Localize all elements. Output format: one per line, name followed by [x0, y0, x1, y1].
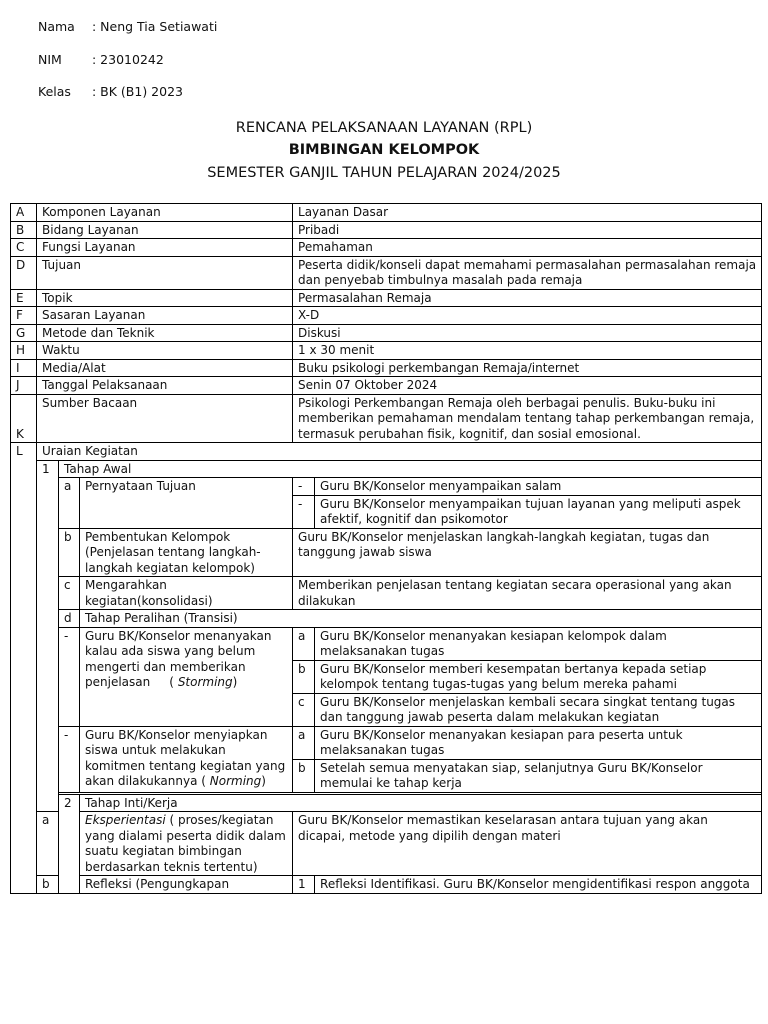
stage2-desc: ( proses/kegiatan yang dialami peserta didik dalam suatu kegiatan bimbingan berdasarkan teknis tertentu)	[85, 813, 286, 874]
nim-value: : 23010242	[92, 52, 164, 67]
stage2-header	[11, 794, 762, 812]
item-letter: c	[59, 577, 80, 610]
item-text: Guru BK/Konselor menyampaikan tujuan layanan yang meliputi aspek afektif, kognitif dan psikomotor	[315, 495, 762, 528]
row-code: H	[11, 342, 37, 360]
row-value: Psikologi Perkembangan Remaja oleh berbagai penulis. Buku-buku ini memberikan pemahaman mendalam tentang tahap perkembangan remaja, termasuk perubahan fisik, kognitif, dan sosial emosional.	[293, 394, 762, 443]
row-code: I	[11, 359, 37, 377]
row-code: L	[11, 443, 37, 894]
item-text: Guru BK/Konselor menjelaskan kembali secara singkat tentang tugas dan tanggung jawab peserta dalam melakukan kegiatan	[315, 693, 762, 726]
stage1-header	[11, 460, 762, 478]
storming-row-a	[11, 627, 762, 660]
row-value: X-D	[293, 307, 762, 325]
item-text: Setelah semua menyatakan siap, selanjutnya Guru BK/Konselor memulai ke tahap kerja	[315, 759, 762, 792]
item-text: Guru BK/Konselor memberi kesempatan bertanya kepada setiap kelompok tentang tugas-tugas yang belum mereka pahami	[315, 660, 762, 693]
item-letter: b	[293, 759, 315, 792]
row-label: Metode dan Teknik	[37, 324, 293, 342]
row-code: F	[11, 307, 37, 325]
uraian-label: Uraian Kegiatan	[37, 443, 762, 461]
nim-label: NIM	[38, 52, 62, 67]
item-letter: b	[59, 528, 80, 577]
item-text: Memberikan penjelasan tentang kegiatan secara operasional yang akan dilakukan	[293, 577, 762, 610]
item-letter: c	[293, 693, 315, 726]
class-value: : BK (B1) 2023	[92, 84, 183, 99]
name-label: Nama	[38, 19, 75, 34]
item-letter: a	[293, 627, 315, 660]
stage-number: 2	[59, 794, 80, 894]
storming-desc: Guru BK/Konselor menanyakan kalau ada siswa yang belum mengerti dan memberikan penjelasan	[85, 628, 272, 689]
row-value: Layanan Dasar	[293, 204, 762, 222]
item-letter: d	[59, 610, 80, 628]
item-letter: a	[37, 812, 59, 876]
row-fungsi	[11, 239, 762, 257]
row-metode	[11, 324, 762, 342]
stage-title: Tahap Inti/Kerja	[80, 794, 762, 812]
row-value: Pribadi	[293, 221, 762, 239]
row-label: Fungsi Layanan	[37, 239, 293, 257]
row-label: Topik	[37, 289, 293, 307]
norming-text: Guru BK/Konselor menyiapkan siswa untuk melakukan komitmen tentang kegiatan yang akan dilakukannya ( Norming)	[80, 726, 293, 792]
item-text: Guru BK/Konselor menanyakan kesiapan kelompok dalam melaksanakan tugas	[315, 627, 762, 660]
storming-term: Storming	[177, 675, 233, 689]
row-tujuan	[11, 256, 762, 289]
item-dash: -	[293, 478, 315, 496]
row-code: A	[11, 204, 37, 222]
doc-title: RENCANA PELAKSANAAN LAYANAN (RPL)	[235, 120, 533, 136]
row-komponen	[11, 204, 762, 222]
row-sumber	[11, 394, 762, 443]
row-code: B	[11, 221, 37, 239]
stage-number: 1	[37, 460, 59, 812]
item-label: Pernyataan Tujuan	[80, 478, 293, 529]
rpl-table	[10, 203, 762, 894]
norming-desc: Guru BK/Konselor menyiapkan siswa untuk melakukan komitmen tentang kegiatan yang akan dilakukannya (	[85, 727, 286, 788]
row-code: D	[11, 256, 37, 289]
row-value: 1 x 30 menit	[293, 342, 762, 360]
row-value: Permasalahan Remaja	[293, 289, 762, 307]
row-label: Sumber Bacaan	[37, 394, 293, 443]
row-code: J	[11, 377, 37, 395]
stage1-b	[11, 528, 762, 577]
item-label	[80, 812, 293, 876]
row-waktu	[11, 342, 762, 360]
norming-term: Norming	[209, 774, 262, 788]
doc-subtitle: BIMBINGAN KELOMPOK	[288, 142, 480, 158]
storming-text: Guru BK/Konselor menanyakan kalau ada siswa yang belum mengerti dan memberikan penjelasan ( Storming)	[80, 627, 293, 726]
row-label: Tanggal Pelaksanaan	[37, 377, 293, 395]
stage1-d	[11, 610, 762, 628]
item-text: Guru BK/Konselor menjelaskan langkah-langkah kegiatan, tugas dan tanggung jawab siswa	[293, 528, 762, 577]
item-letter: b	[37, 876, 59, 894]
item-label: Tahap Peralihan (Transisi)	[80, 610, 762, 628]
row-tanggal	[11, 377, 762, 395]
row-topik	[11, 289, 762, 307]
stage2-term: Eksperientasi	[85, 813, 166, 827]
class-label: Kelas	[38, 84, 71, 99]
row-value: Senin 07 Oktober 2024	[293, 377, 762, 395]
stage2-b	[11, 876, 762, 894]
item-text: Guru BK/Konselor menanyakan kesiapan para peserta untuk melaksanakan tugas	[315, 726, 762, 759]
item-dash: -	[293, 495, 315, 528]
row-label: Komponen Layanan	[37, 204, 293, 222]
item-number: 1	[293, 876, 315, 894]
row-code: E	[11, 289, 37, 307]
row-value: Buku psikologi perkembangan Remaja/internet	[293, 359, 762, 377]
row-label: Media/Alat	[37, 359, 293, 377]
row-value: Peserta didik/konseli dapat memahami permasalahan permasalahan remaja dan penyebab timbulnya masalah pada remaja	[293, 256, 762, 289]
item-letter: a	[59, 478, 80, 529]
stage1-c	[11, 577, 762, 610]
row-value: Diskusi	[293, 324, 762, 342]
item-dash: -	[59, 627, 80, 726]
item-letter: b	[293, 660, 315, 693]
norming-row-a	[11, 726, 762, 759]
item-text: Refleksi Identifikasi. Guru BK/Konselor mengidentifikasi respon anggota	[315, 876, 762, 894]
row-code: G	[11, 324, 37, 342]
row-label: Tujuan	[37, 256, 293, 289]
item-label: Mengarahkan kegiatan(konsolidasi)	[80, 577, 293, 610]
item-text: Guru BK/Konselor menyampaikan salam	[315, 478, 762, 496]
stage2-a	[11, 812, 762, 876]
row-code: K	[11, 394, 37, 443]
item-text: Guru BK/Konselor memastikan keselarasan antara tujuan yang akan dicapai, metode yang dipilih dengan materi	[293, 812, 762, 876]
row-value: Pemahaman	[293, 239, 762, 257]
row-code: C	[11, 239, 37, 257]
name-value: : Neng Tia Setiawati	[92, 19, 218, 34]
item-label: Pembentukan Kelompok (Penjelasan tentang langkah-langkah kegiatan kelompok)	[80, 528, 293, 577]
row-label: Sasaran Layanan	[37, 307, 293, 325]
row-media	[11, 359, 762, 377]
row-label: Bidang Layanan	[37, 221, 293, 239]
row-bidang	[11, 221, 762, 239]
item-label: Refleksi (Pengungkapan	[80, 876, 293, 894]
stage1-a-row1	[11, 478, 762, 496]
row-uraian	[11, 443, 762, 461]
row-label: Waktu	[37, 342, 293, 360]
doc-semester: SEMESTER GANJIL TAHUN PELAJARAN 2024/2025	[207, 165, 561, 181]
stage-title: Tahap Awal	[59, 460, 762, 478]
item-letter: a	[293, 726, 315, 759]
item-dash: -	[59, 726, 80, 792]
row-sasaran	[11, 307, 762, 325]
